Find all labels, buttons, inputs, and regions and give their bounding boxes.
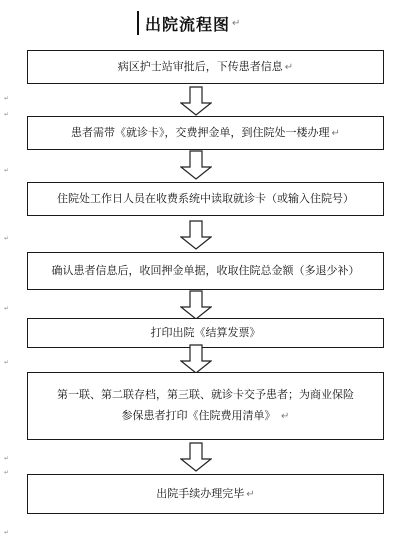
paragraph-mark-icon: ↵ bbox=[281, 411, 290, 422]
step-5-text: 打印出院《结算发票》 bbox=[150, 325, 261, 339]
down-arrow-icon bbox=[180, 150, 212, 180]
down-arrow-icon bbox=[180, 220, 212, 250]
step-6-line-2-row bbox=[122, 406, 290, 427]
paragraph-mark-icon: ↵ bbox=[246, 488, 255, 500]
format-mark-icon: ↵ bbox=[4, 305, 10, 312]
step-3-box bbox=[27, 182, 384, 216]
format-mark-icon: ↵ bbox=[4, 359, 10, 366]
paragraph-mark-icon: ↵ bbox=[284, 61, 294, 73]
format-mark-icon: ↵ bbox=[4, 95, 10, 102]
down-arrow-icon bbox=[180, 290, 212, 320]
step-1-text: 病区护士站审批后，下传患者信息 bbox=[117, 59, 283, 73]
paragraph-mark-icon: ↵ bbox=[331, 127, 340, 139]
step-7-box bbox=[27, 474, 384, 514]
step-6-box bbox=[27, 372, 384, 440]
step-6-line-1: 第一联、第二联存档，第三联、就诊卡交予患者；为商业保险 bbox=[57, 388, 354, 402]
page-title: 出院流程图 bbox=[145, 14, 231, 34]
down-arrow-icon bbox=[180, 442, 212, 472]
step-3-text: 住院处工作日人员在收费系统中读取就诊卡（或输入住院号） bbox=[57, 191, 354, 205]
step-2-text: 患者需带《就诊卡》，交费押金单，到住院处一楼办理 bbox=[71, 125, 330, 139]
text-cursor bbox=[137, 11, 139, 35]
format-mark-icon: ↵ bbox=[4, 469, 10, 476]
format-mark-icon: ↵ bbox=[4, 455, 10, 462]
step-4-box bbox=[27, 252, 384, 290]
step-1-box bbox=[27, 50, 384, 84]
title-row bbox=[137, 10, 240, 36]
format-mark-icon: ↵ bbox=[4, 235, 10, 242]
format-mark-icon: ↵ bbox=[4, 111, 10, 118]
format-mark-icon: ↵ bbox=[4, 167, 10, 174]
step-7-text: 出院手续办理完毕 bbox=[156, 486, 245, 500]
format-mark-icon: ↵ bbox=[4, 529, 10, 536]
step-6-line-2: 参保患者打印《住院费用清单》 bbox=[121, 409, 276, 422]
down-arrow-icon bbox=[180, 86, 212, 116]
step-2-box bbox=[27, 116, 384, 150]
down-arrow-icon bbox=[180, 344, 212, 374]
paragraph-mark-icon: ↵ bbox=[232, 17, 241, 29]
step-4-text: 确认患者信息后，收回押金单据，收取住院总金额（多退少补） bbox=[51, 263, 360, 277]
